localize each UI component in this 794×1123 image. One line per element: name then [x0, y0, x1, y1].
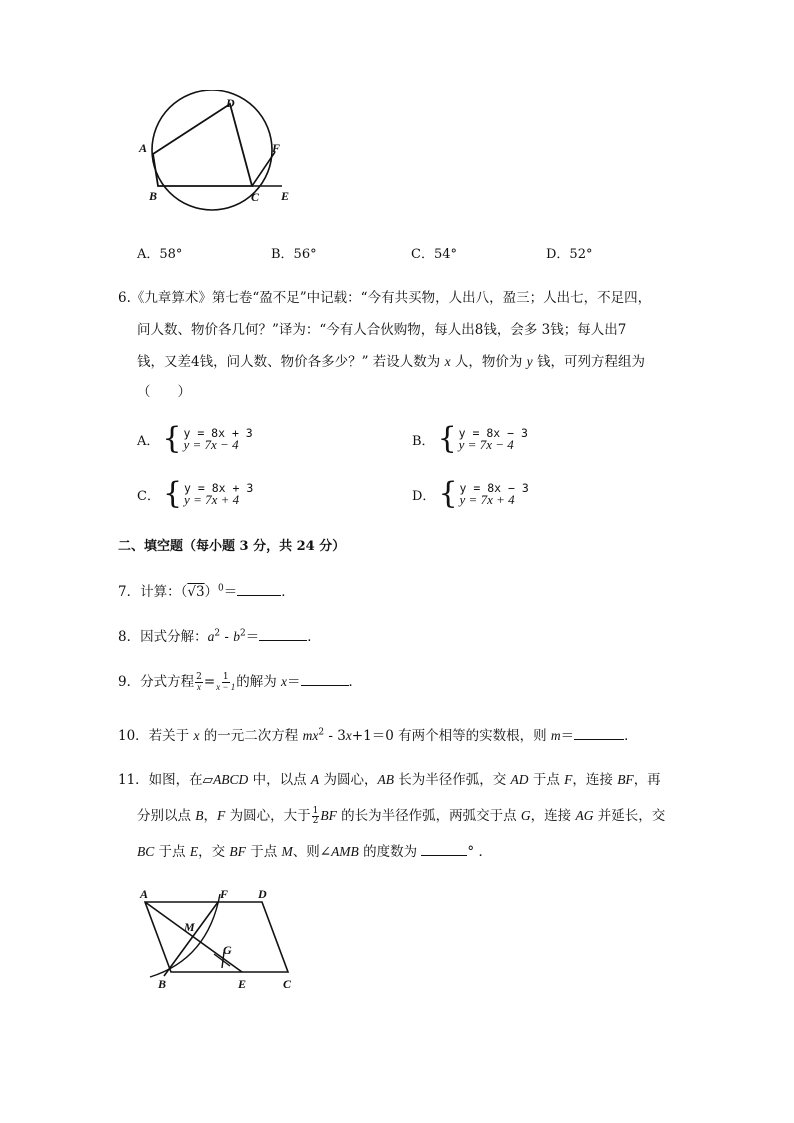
q5-option-b[interactable]: B．56°	[271, 247, 317, 262]
label-c: C	[251, 190, 260, 204]
q5-option-d[interactable]: D．52°	[546, 247, 593, 262]
label-d: D	[226, 96, 235, 110]
q7: 7．计算：$(√3)^0=$ ．	[118, 583, 295, 600]
q11-line-2: 分别以点 B，F 为圆心，大于 $\frac{1}{2}$ BF 的长为半径作弧，两弧交于点 G，连接 AG 并延长，交	[137, 806, 666, 826]
q11-answer-blank[interactable]	[421, 843, 467, 856]
arc-from-a	[150, 894, 220, 977]
label-a: A	[140, 887, 149, 901]
q6-line-1: 6.《九章算术》第七卷“盈不足”中记载：“今有共买物，人出八，盈三；人出七，不足四，	[118, 290, 652, 306]
q9-answer-blank[interactable]	[301, 673, 349, 686]
label-m: M	[184, 920, 195, 934]
label-e: E	[281, 189, 290, 203]
label-e: E	[238, 977, 247, 991]
q9: 9．分式方程 $\frac{2}{x}$ = $\frac{1}{x - 1}$ 的解为 x＝ ．	[118, 672, 363, 692]
label-f: F	[220, 887, 229, 901]
parallelogram-abcd	[145, 902, 288, 972]
q10-answer-blank[interactable]	[574, 727, 624, 740]
line-bf	[164, 902, 218, 976]
q6-line-3: 钱，又差4钱，问人数、物价各多少？” 若设人数为 x 人，物价为 y 钱，可列方程组为	[137, 354, 645, 370]
label-d: D	[258, 887, 267, 901]
label-b: B	[158, 977, 167, 991]
label-a: A	[139, 141, 148, 155]
quadrilateral-abcd	[153, 104, 252, 186]
q6-option-d[interactable]: D． { y = 8x − 3 y = 7x + 4	[412, 476, 529, 511]
q6-option-b[interactable]: B． { y = 8x − 3 y = 7x − 4	[412, 421, 528, 456]
label-g: G	[223, 943, 232, 957]
q8: 8．因式分解：$a^2 - b^2=$ ．	[118, 628, 321, 645]
q5-option-a[interactable]: A．58°	[137, 247, 183, 262]
q6-option-c[interactable]: C． { y = 8x + 3 y = 7x + 4	[137, 476, 254, 511]
label-b: B	[149, 189, 158, 203]
q5-option-c[interactable]: C．54°	[411, 247, 457, 262]
q11-line-1: 11．如图，在▱ABCD 中，以点 A 为圆心，AB 长为半径作弧，交 AD 于点 F，连接 BF，再	[118, 772, 661, 788]
q6-answer-paren: （ ）	[137, 384, 191, 400]
q6-line-2: 问人数、物价各几何？”译为：“今有人合伙购物，每人出8钱，会多 3钱；每人出7	[137, 322, 627, 338]
circle-figure	[130, 90, 305, 215]
q10: 10．若关于 x 的一元二次方程 $mx^2 - 3x+1=0$ 有两个相等的实数根，则 m＝ ．	[118, 727, 638, 744]
q11-line-3: BC 于点 E，交 BF 于点 M、则∠AMB 的度数为 ° ．	[137, 844, 492, 860]
line-ae	[145, 902, 242, 972]
parallelogram-figure	[138, 884, 306, 994]
q6-option-a[interactable]: A． { y = 8x + 3 y = 7x − 4	[137, 421, 253, 456]
section-heading: 二、填空题（每小题 3 分，共 24 分）	[118, 539, 346, 554]
q8-answer-blank[interactable]	[259, 628, 307, 641]
label-c: C	[283, 977, 292, 991]
label-f: F	[272, 141, 281, 155]
q7-answer-blank[interactable]	[237, 583, 281, 596]
